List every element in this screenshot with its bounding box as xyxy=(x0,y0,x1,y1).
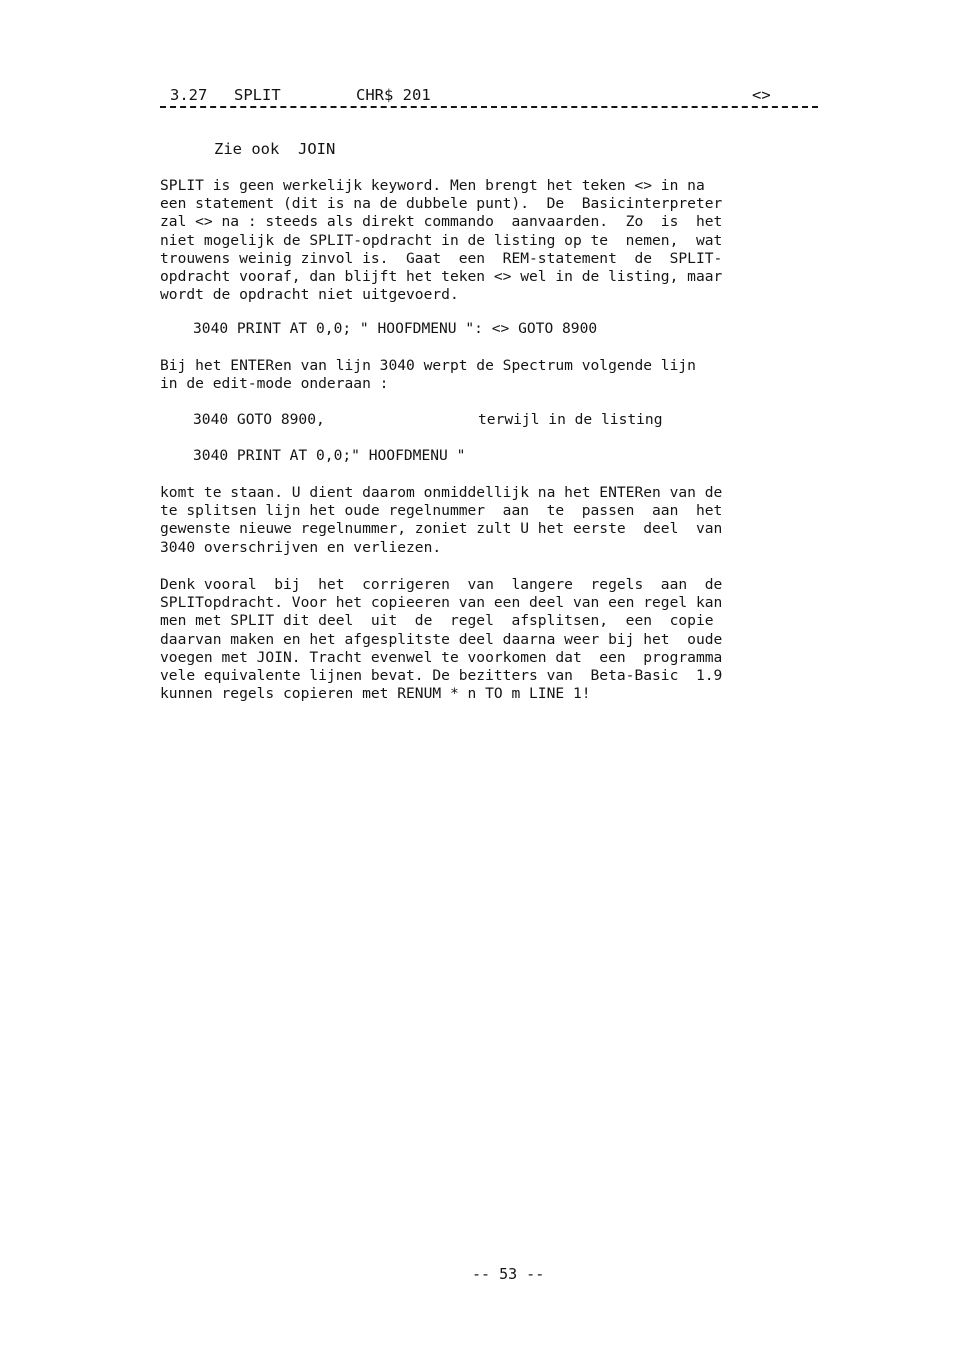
header-dashed-rule xyxy=(160,106,818,108)
section-number: 3.27 xyxy=(170,86,208,104)
intro-paragraph: SPLIT is geen werkelijk keyword. Men brengt het teken <> in na een statement (dit is na de dubbele punt). De Basicinterpreter zal <> na : steeds als direkt commando aanvaarden. Zo is het niet mogelijk de SPLIT-opdracht in de listing op te nemen, wat trouwens weinig zinvol is. Gaat een REM-statement de SPLIT- opdracht vooraf, dan blijft het teken <> wel in de listing, maar wordt de opdracht niet uitgevoerd. xyxy=(160,177,723,304)
section-token: <> xyxy=(752,86,771,104)
section-header xyxy=(170,86,810,108)
code-example: 3040 PRINT AT 0,0; " HOOFDMENU ": <> GOTO 8900 xyxy=(193,320,598,337)
code-edit-note: terwijl in de listing xyxy=(478,411,663,428)
advice-paragraph: Denk vooral bij het corrigeren van langere regels aan de SPLITopdracht. Voor het copieeren van een deel van een regel kan men met SPLIT dit deel uit de regel afsplitsen, een copie daarvan maken en het afgesplitste deel daarna weer bij het oude voegen met JOIN. Tracht evenwel te voorkomen dat een programma vele equivalente lijnen bevat. De bezitters van Beta-Basic 1.9 kunnen regels copieren met RENUM * n TO m LINE 1! xyxy=(160,576,723,703)
page-number: -- 53 -- xyxy=(472,1265,545,1283)
result-paragraph: komt te staan. U dient daarom onmiddellijk na het ENTERen van de te splitsen lijn het oude regelnummer aan te passen aan het gewenste nieuwe regelnummer, zoniet zult U het eerste deel van 3040 overschrijven en verliezen. xyxy=(160,484,723,556)
code-listing-line: 3040 PRINT AT 0,0;" HOOFDMENU " xyxy=(193,447,466,464)
section-keyword: SPLIT xyxy=(234,86,281,104)
section-character-code: CHR$ 201 xyxy=(356,86,431,104)
see-also-reference: Zie ook JOIN xyxy=(214,140,336,158)
enter-paragraph: Bij het ENTERen van lijn 3040 werpt de Spectrum volgende lijn in de edit-mode onderaan : xyxy=(160,357,696,393)
code-edit-line: 3040 GOTO 8900, xyxy=(193,411,325,428)
